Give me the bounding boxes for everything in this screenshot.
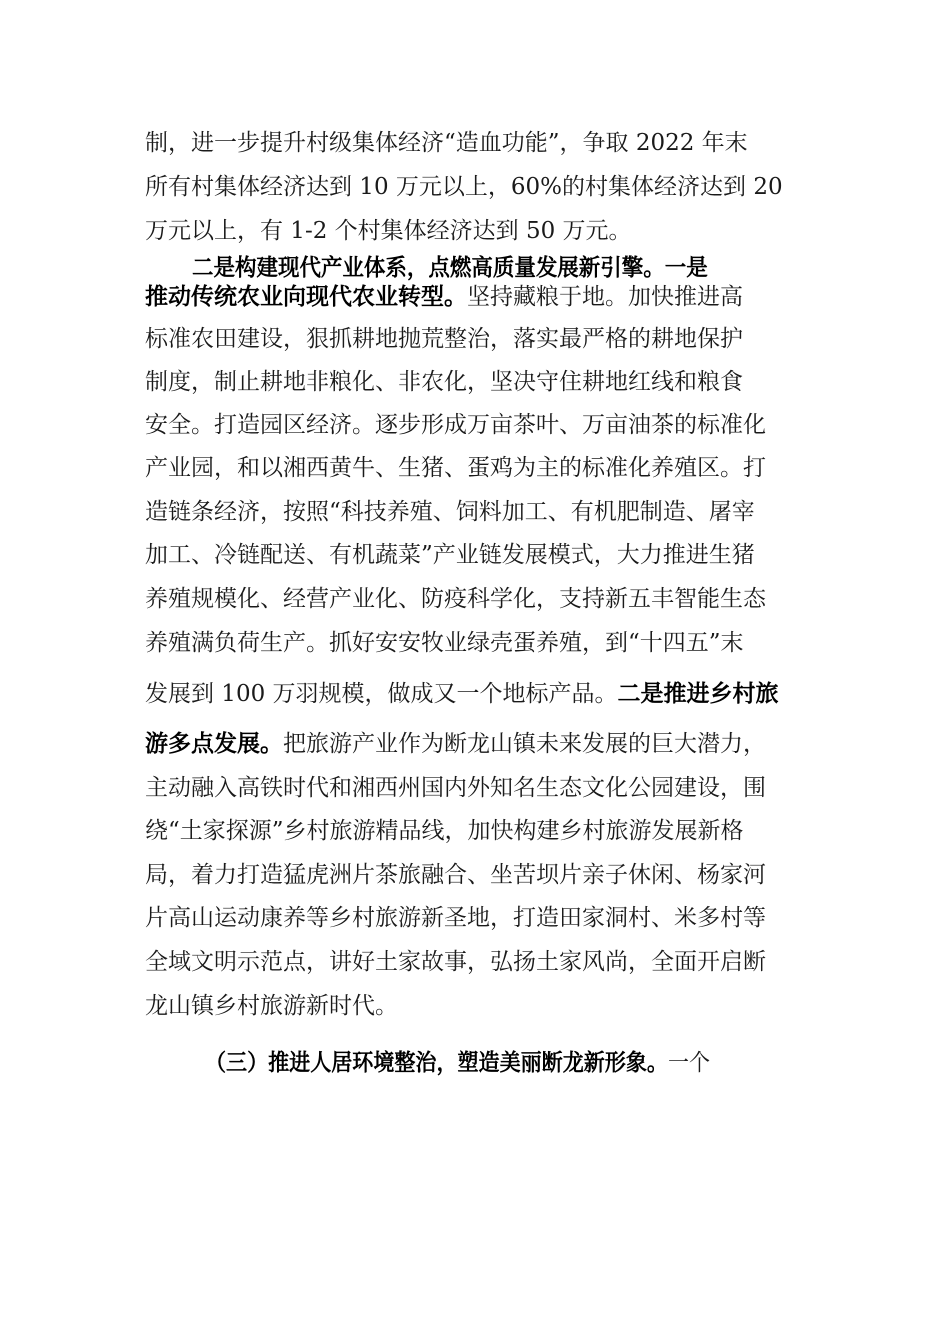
bold-heading: 二是推进乡村旅 bbox=[617, 681, 779, 707]
text-line bbox=[145, 169, 815, 205]
text-run: 一个 bbox=[667, 1050, 711, 1076]
text-run: 标准农田建设，狠抓耕地抛荒整治，落实最严格的耕地保护 bbox=[145, 326, 743, 352]
text-run: 制度，制止耕地非粮化、非农化，坚决守住耕地红线和粮食 bbox=[145, 369, 743, 395]
text-line bbox=[145, 625, 815, 661]
text-run: 万元以上，有 1-2 个村集体经济达到 50 万元。 bbox=[145, 218, 632, 244]
text-run: 坚持藏粮于地。加快推进高 bbox=[467, 284, 743, 310]
text-line bbox=[145, 770, 815, 806]
text-run: 所有村集体经济达到 10 万元以上，60%的村集体经济达到 20 bbox=[145, 174, 783, 200]
text-run: 造链条经济，按照“科技养殖、饲料加工、有机肥制造、屠宰 bbox=[145, 499, 755, 525]
text-line bbox=[145, 213, 815, 249]
text-line bbox=[145, 944, 815, 980]
text-line bbox=[145, 813, 815, 849]
text-run: 绕“土家探源”乡村旅游精品线，加快构建乡村旅游发展新格 bbox=[145, 818, 744, 844]
text-run: 发展到 100 万羽规模，做成又一个地标产品。 bbox=[145, 681, 618, 707]
text-run: 安全。打造园区经济。逐步形成万亩茶叶、万亩油茶的标准化 bbox=[145, 412, 766, 438]
text-line bbox=[145, 537, 815, 573]
text-line bbox=[145, 988, 815, 1024]
text-line bbox=[145, 450, 815, 486]
bold-heading: 游多点发展。 bbox=[145, 731, 283, 757]
text-line bbox=[145, 125, 815, 161]
text-run: 养殖规模化、经营产业化、防疫科学化，支持新五丰智能生态 bbox=[145, 586, 766, 612]
text-run: 加工、冷链配送、有机蔬菜”产业链发展模式，大力推进生猪 bbox=[145, 542, 755, 568]
text-run: 龙山镇乡村旅游新时代。 bbox=[145, 993, 398, 1019]
text-run: 局，着力打造猛虎洲片茶旅融合、坐苦坝片亲子休闲、杨家河 bbox=[145, 862, 766, 888]
text-line bbox=[145, 726, 815, 762]
text-run: 制，进一步提升村级集体经济“造血功能”，争取 2022 年末 bbox=[145, 130, 748, 156]
section-heading: （三）推进人居环境整治，塑造美丽断龙新形象。 bbox=[205, 1050, 668, 1076]
text-run: 产业园，和以湘西黄牛、生猪、蛋鸡为主的标准化养殖区。打 bbox=[145, 455, 766, 481]
text-line bbox=[145, 279, 815, 315]
bold-heading: 推动传统农业向现代农业转型。 bbox=[145, 284, 467, 310]
text-run: 全域文明示范点，讲好土家故事，弘扬土家风尚，全面开启断 bbox=[145, 949, 766, 975]
text-line bbox=[145, 581, 815, 617]
bold-heading: 二是构建现代产业体系，点燃高质量发展新引擎。一是 bbox=[192, 255, 708, 281]
text-line bbox=[145, 900, 815, 936]
text-line bbox=[145, 857, 815, 893]
text-line bbox=[145, 321, 815, 357]
text-line bbox=[145, 364, 815, 400]
text-line bbox=[145, 676, 815, 712]
text-line bbox=[145, 494, 815, 530]
section-heading-line bbox=[205, 1045, 818, 1081]
text-run: 主动融入高铁时代和湘西州国内外知名生态文化公园建设，围 bbox=[145, 775, 766, 801]
text-run: 养殖满负荷生产。抓好安安牧业绿壳蛋养殖，到“十四五”末 bbox=[145, 630, 744, 656]
text-run: 把旅游产业作为断龙山镇未来发展的巨大潜力， bbox=[283, 731, 766, 757]
text-line bbox=[145, 407, 815, 443]
text-run: 片高山运动康养等乡村旅游新圣地，打造田家洞村、米多村等 bbox=[145, 905, 766, 931]
